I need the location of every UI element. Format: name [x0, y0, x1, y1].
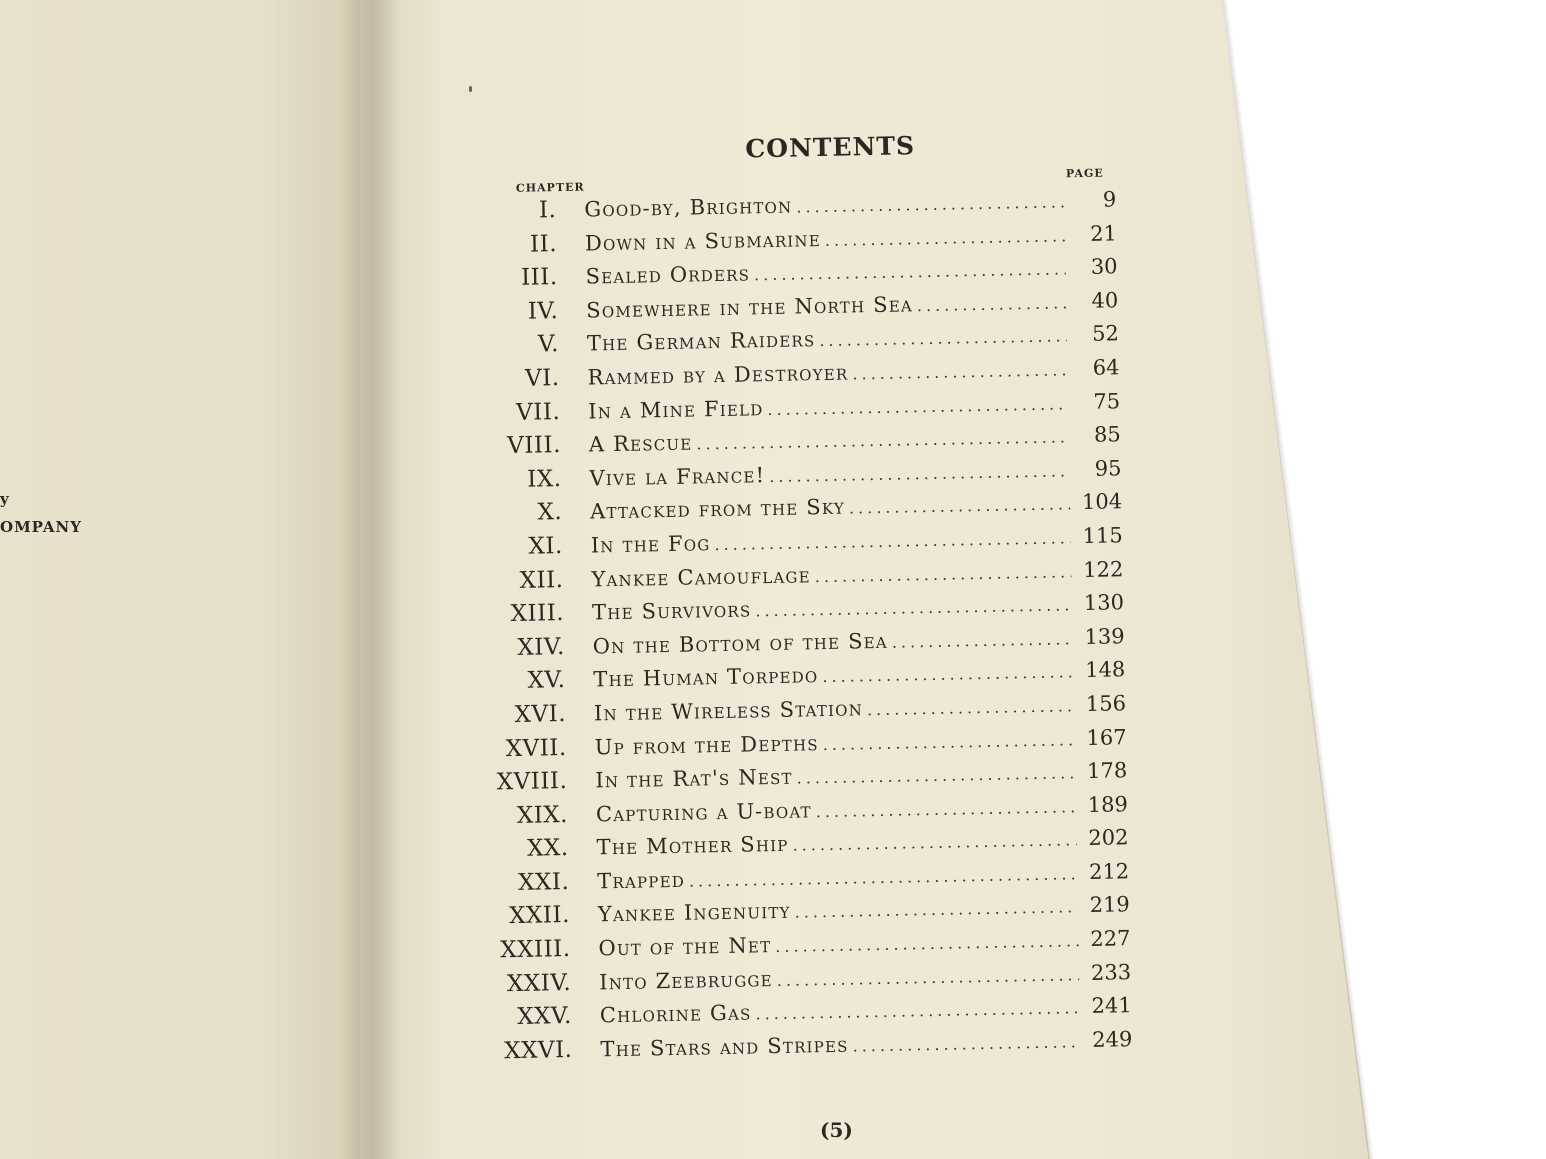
chapter-numeral: VII. [515, 398, 561, 426]
chapter-page-number: 64 [1092, 355, 1120, 380]
chapter-numeral: V. [537, 331, 560, 358]
chapter-page-number: 249 [1092, 1027, 1133, 1052]
chapter-page-number: 227 [1090, 926, 1131, 952]
chapter-numeral: XIV. [517, 633, 565, 661]
chapter-numeral: XXII. [508, 902, 571, 930]
dot-leader [714, 528, 1071, 554]
chapter-numeral: XXV. [516, 1003, 573, 1031]
chapter-page-number: 40 [1091, 288, 1119, 313]
contents-heading: CONTENTS [745, 131, 916, 164]
chapter-title: In the Rat's Nest [595, 764, 793, 793]
chapter-page-number: 167 [1086, 724, 1127, 750]
chapter-numeral: XVI. [514, 700, 567, 728]
chapter-numeral: XVII. [505, 734, 567, 762]
left-page-text-fragment: y [0, 490, 10, 508]
chapter-title: Up from the Depths [594, 730, 819, 759]
dot-leader [775, 931, 1079, 956]
chapter-numeral: XXVI. [503, 1036, 573, 1065]
dot-leader [816, 797, 1077, 821]
dot-leader [755, 595, 1072, 620]
chapter-title: The Stars and Stripes [600, 1032, 849, 1062]
page-number: (5) [820, 1118, 853, 1142]
chapter-title: Out of the Net [598, 933, 772, 961]
chapter-page-number: 189 [1087, 791, 1129, 817]
dot-leader [892, 629, 1073, 651]
dot-leader [777, 965, 1080, 990]
dot-leader [867, 696, 1074, 719]
chapter-title: Good-by, Brighton [584, 193, 793, 222]
chapter-title: Into Zeebrugge [598, 966, 773, 995]
chapter-page-number: 75 [1093, 388, 1121, 414]
chapter-numeral: XXIII. [499, 935, 571, 964]
chapter-numeral: XV. [527, 667, 566, 695]
left-page [0, 0, 380, 1159]
chapter-title: Vive la France! [589, 462, 766, 491]
chapter-page-number: 212 [1088, 859, 1130, 884]
dot-leader [792, 830, 1076, 854]
dot-leader [696, 427, 1069, 453]
chapter-page-number: 30 [1090, 254, 1118, 280]
left-page-text-fragment: OMPANY [0, 518, 82, 536]
chapter-title: Yankee Ingenuity [597, 899, 791, 927]
chapter-title: The German Raiders [586, 327, 816, 356]
chapter-page-number: 122 [1083, 556, 1124, 582]
chapter-numeral: X. [537, 499, 563, 526]
page-column-label: PAGE [1065, 166, 1104, 181]
chapter-page-number: 139 [1084, 623, 1125, 649]
chapter-page-number: 95 [1094, 456, 1122, 481]
chapter-page-number: 156 [1085, 691, 1127, 716]
chapter-numeral: VIII. [506, 432, 562, 460]
chapter-title: Capturing a U-boat [595, 797, 812, 827]
chapter-title: Somewhere in the North Sea [586, 292, 914, 323]
chapter-title: Yankee Camouflage [591, 562, 811, 591]
dot-leader [819, 327, 1067, 351]
dot-leader [852, 1032, 1080, 1055]
dot-leader [767, 394, 1068, 419]
chapter-numeral: XII. [519, 566, 564, 594]
chapter-page-number: 104 [1081, 489, 1123, 515]
chapter-numeral: IV. [527, 297, 559, 325]
dot-leader [815, 562, 1072, 586]
chapter-title: The Survivors [591, 597, 752, 625]
dot-leader [796, 192, 1064, 216]
dot-leader [825, 226, 1065, 250]
dot-leader [797, 763, 1076, 787]
chapter-page-number: 219 [1089, 892, 1131, 918]
book-gutter [340, 0, 400, 1159]
chapter-page-number: 241 [1091, 993, 1132, 1019]
chapter-title: Sealed Orders [585, 261, 751, 289]
dot-leader [689, 864, 1078, 890]
chapter-page-number: 52 [1091, 321, 1120, 347]
chapter-title: Down in a Submarine [584, 226, 822, 256]
chapter-title: On the Bottom of the Sea [592, 628, 889, 659]
chapter-title: In the Wireless Station [593, 696, 864, 726]
chapter-numeral: XX. [526, 835, 569, 863]
chapter-title: A Rescue [588, 430, 693, 457]
chapter-numeral: XVIII. [496, 768, 568, 796]
chapter-title: The Mother Ship [596, 832, 789, 860]
chapter-page-number: 9 [1102, 187, 1117, 212]
chapter-page-number: 178 [1086, 758, 1128, 784]
chapter-numeral: III. [520, 264, 558, 291]
chapter-numeral: XXI. [517, 868, 570, 896]
chapter-column-label: CHAPTER [515, 180, 585, 195]
paper-speck [469, 86, 472, 92]
chapter-numeral: XXIV. [506, 969, 572, 997]
chapter-numeral: IX. [526, 465, 562, 493]
chapter-title: In a Mine Field [587, 395, 764, 424]
chapter-numeral: I. [538, 197, 557, 224]
chapter-page-number: 85 [1093, 422, 1122, 447]
chapter-title: Attacked from the Sky [589, 494, 846, 524]
dot-leader [917, 293, 1067, 315]
dot-leader [822, 663, 1073, 687]
dot-leader [794, 898, 1078, 922]
chapter-numeral: XIX. [516, 801, 569, 829]
dot-leader [755, 998, 1080, 1023]
dot-leader [754, 259, 1066, 284]
chapter-list [456, 186, 1133, 1072]
chapter-page-number: 21 [1089, 220, 1118, 246]
chapter-title: In the Fog [590, 531, 711, 558]
chapter-page-number: 202 [1088, 825, 1129, 851]
chapter-numeral: XI. [528, 532, 564, 560]
dot-leader [769, 461, 1070, 486]
chapter-page-number: 148 [1084, 657, 1126, 683]
chapter-page-number: 233 [1090, 959, 1132, 985]
table-of-contents [455, 127, 1133, 1072]
chapter-title: The Human Torpedo [593, 663, 819, 692]
chapter-numeral: XIII. [510, 600, 565, 628]
dot-leader [852, 360, 1067, 383]
dot-leader [849, 495, 1070, 518]
chapter-title: Chlorine Gas [599, 1000, 752, 1028]
chapter-page-number: 130 [1083, 590, 1125, 616]
chapter-numeral: VI. [524, 365, 560, 392]
dot-leader [823, 730, 1075, 754]
chapter-numeral: II. [529, 230, 558, 258]
chapter-title: Trapped [597, 867, 686, 894]
chapter-page-number: 115 [1082, 523, 1123, 548]
chapter-title: Rammed by a Destroyer [587, 360, 849, 390]
